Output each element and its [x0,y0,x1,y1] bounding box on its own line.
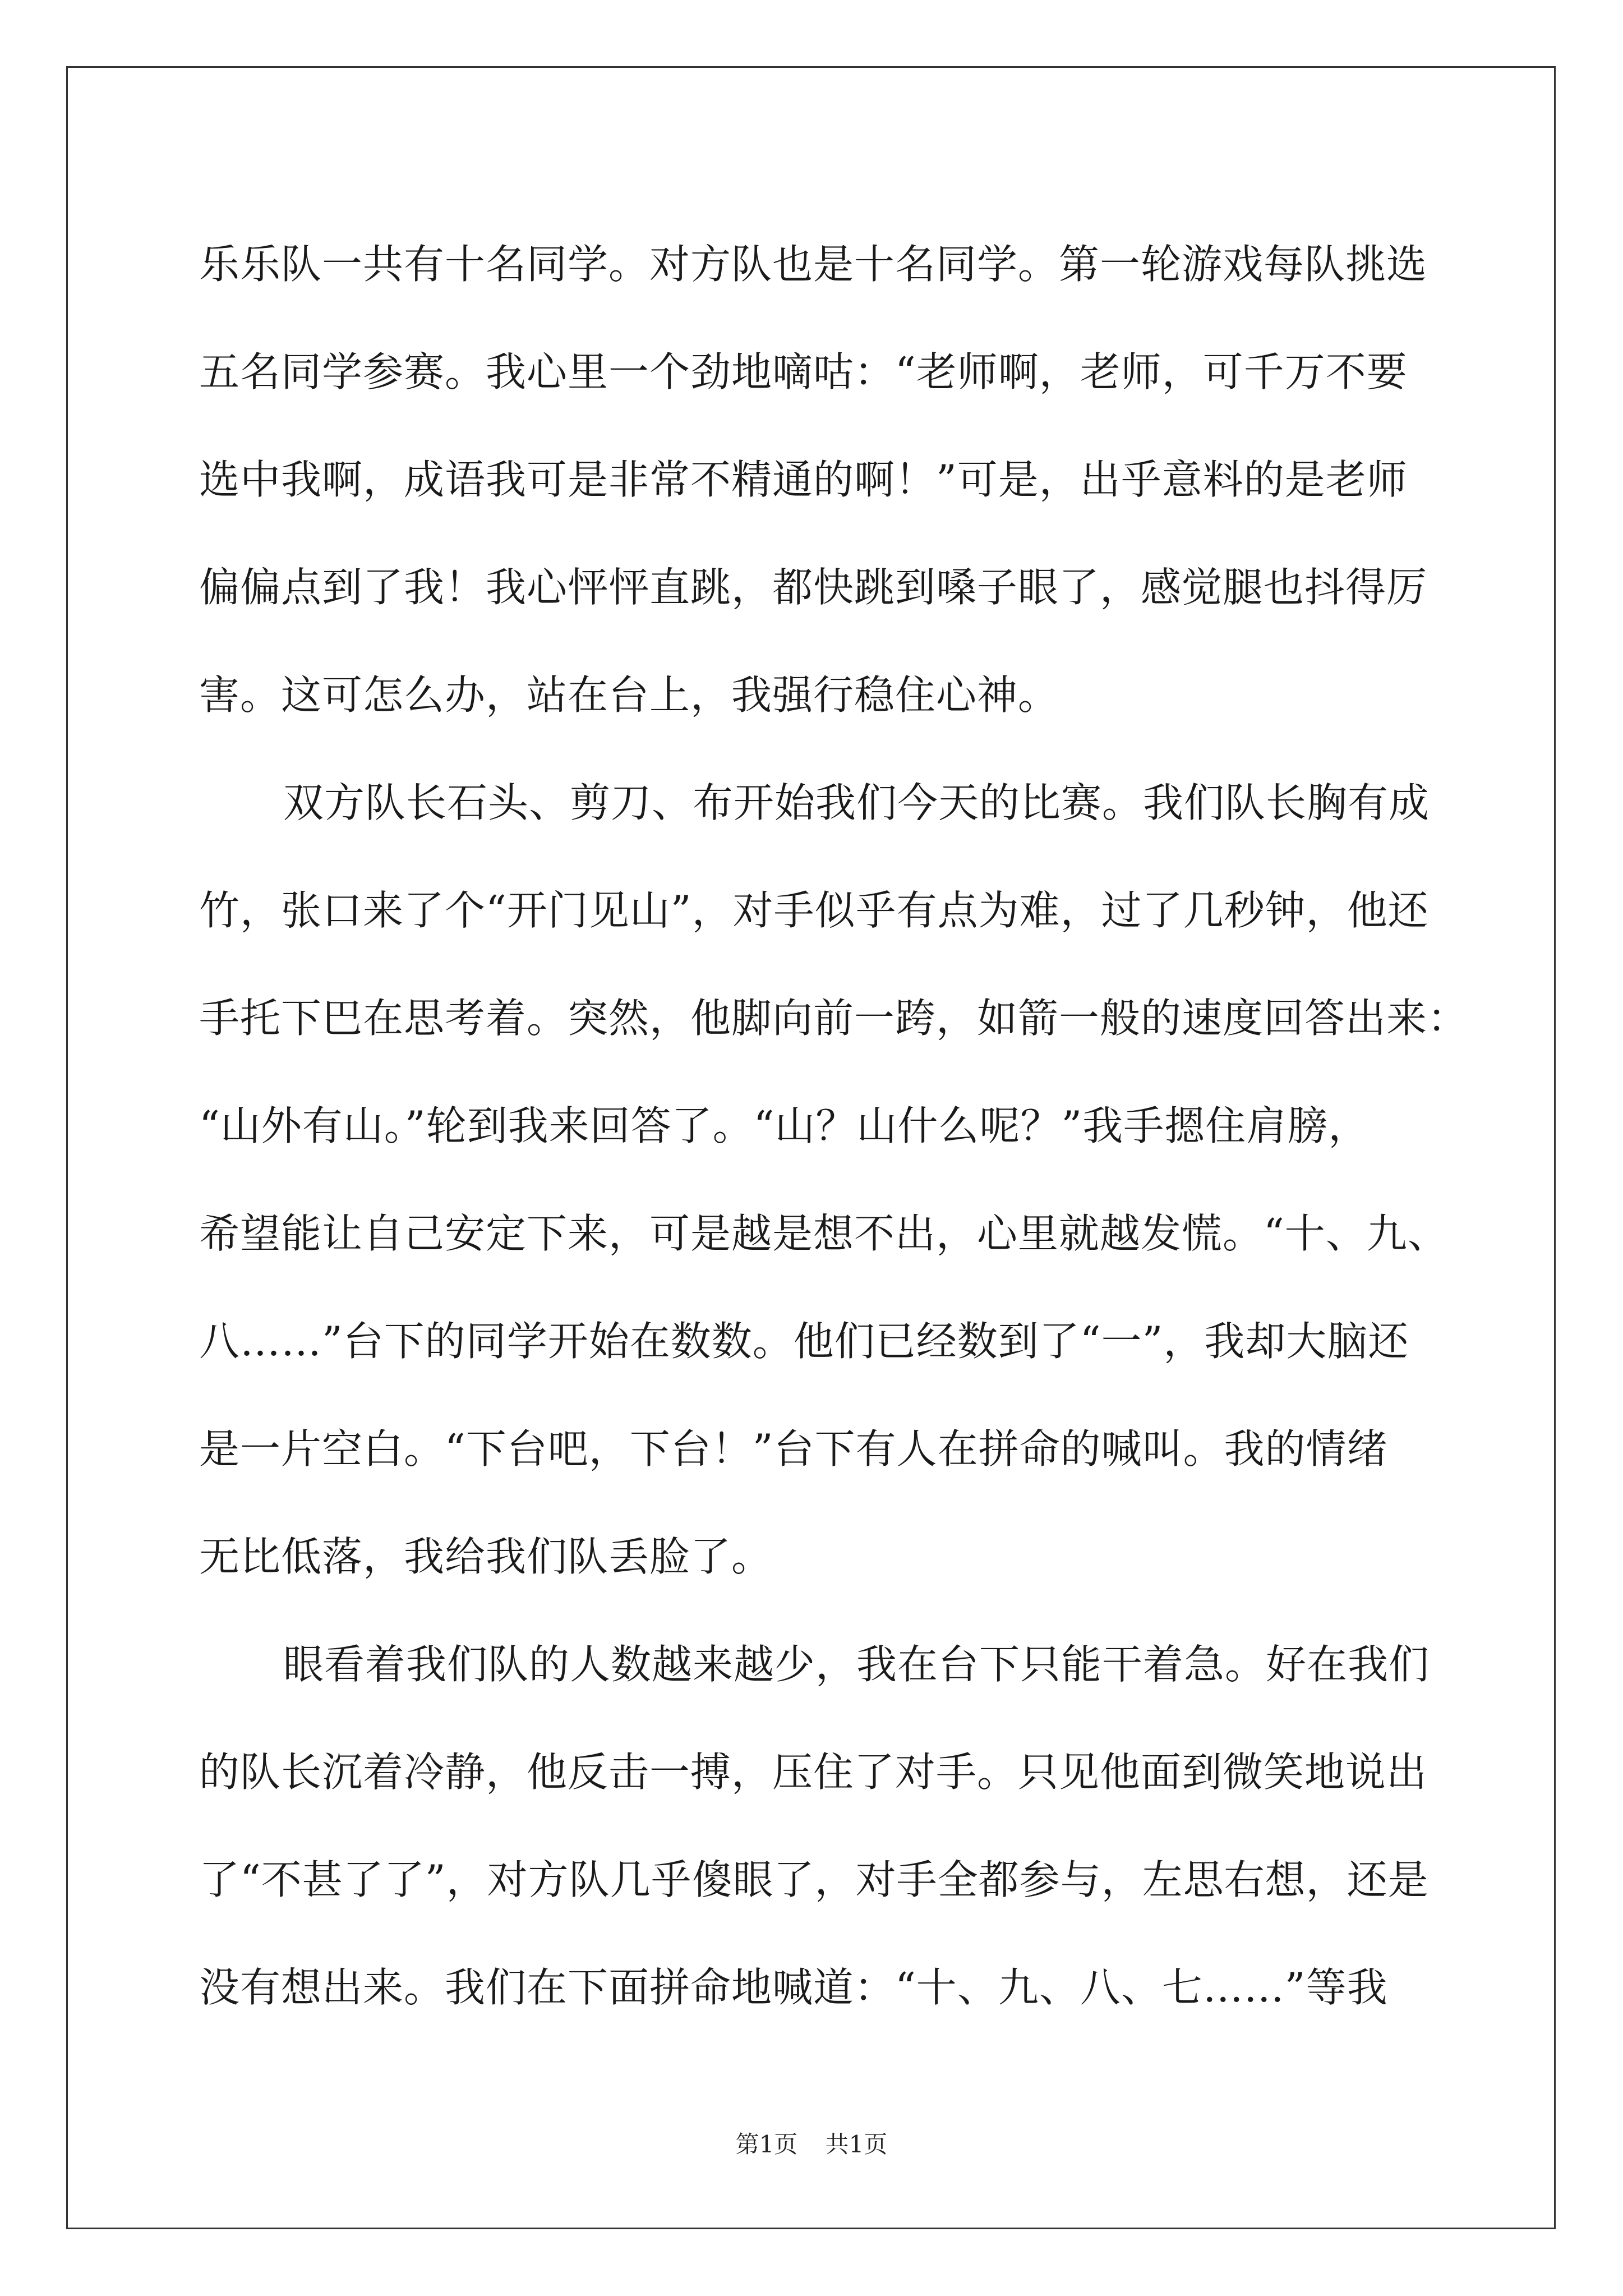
page-footer [0,2126,1623,2160]
text-line: 的队长沉着冷静，他反击一搏，压住了对手。只见他面到微笑地说出 [199,1749,1428,1796]
text-line: 希望能让自己安定下来，可是越是想不出，心里就越发慌。“十、九、 [199,1210,1449,1257]
text-line: 选中我啊，成语我可是非常不精通的啊！”可是，出乎意料的是老师 [199,456,1408,503]
text-line: 害。这可怎么办，站在台上，我强行稳住心神。 [199,671,1059,719]
text-line: 五名同学参赛。我心里一个劲地嘀咕：“老师啊，老师，可千万不要 [199,348,1408,395]
text-line: 偏偏点到了我！我心怦怦直跳，都快跳到嗓子眼了，感觉腿也抖得厉 [199,564,1428,611]
text-line: 没有想出来。我们在下面拼命地喊道：“十、九、八、七……”等我 [199,1964,1388,2011]
paragraph-start-line: 眼看着我们队的人数越来越少，我在台下只能干着急。好在我们 [283,1641,1430,1688]
paragraph-start-line: 双方队长石头、剪刀、布开始我们今天的比赛。我们队长胸有成 [283,779,1430,826]
text-line: 无比低落，我给我们队丢脸了。 [199,1533,773,1580]
text-line: 手托下巴在思考着。突然，他脚向前一跨，如箭一般的速度回答出来： [199,995,1469,1042]
document-body [199,210,1469,2041]
page-number-current: 第1页 [735,2131,798,2158]
text-line: 是一片空白。“下台吧，下台！”台下有人在拼命的喊叫。我的情绪 [199,1425,1388,1473]
text-line: 竹，张口来了个“开门见山”，对手似乎有点为难，过了几秒钟，他还 [199,887,1429,934]
text-line: 八……”台下的同学开始在数数。他们已经数到了“一”，我却大脑还 [199,1318,1409,1365]
text-line: 了“不甚了了”，对方队几乎傻眼了，对手全都参与，左思右想，还是 [199,1856,1429,1903]
page-number-total: 共1页 [825,2131,888,2158]
text-line: “山外有山。”轮到我来回答了。“山？山什么呢？”我手摁住肩膀， [199,1102,1370,1149]
text-line: 乐乐队一共有十名同学。对方队也是十名同学。第一轮游戏每队挑选 [199,241,1428,288]
